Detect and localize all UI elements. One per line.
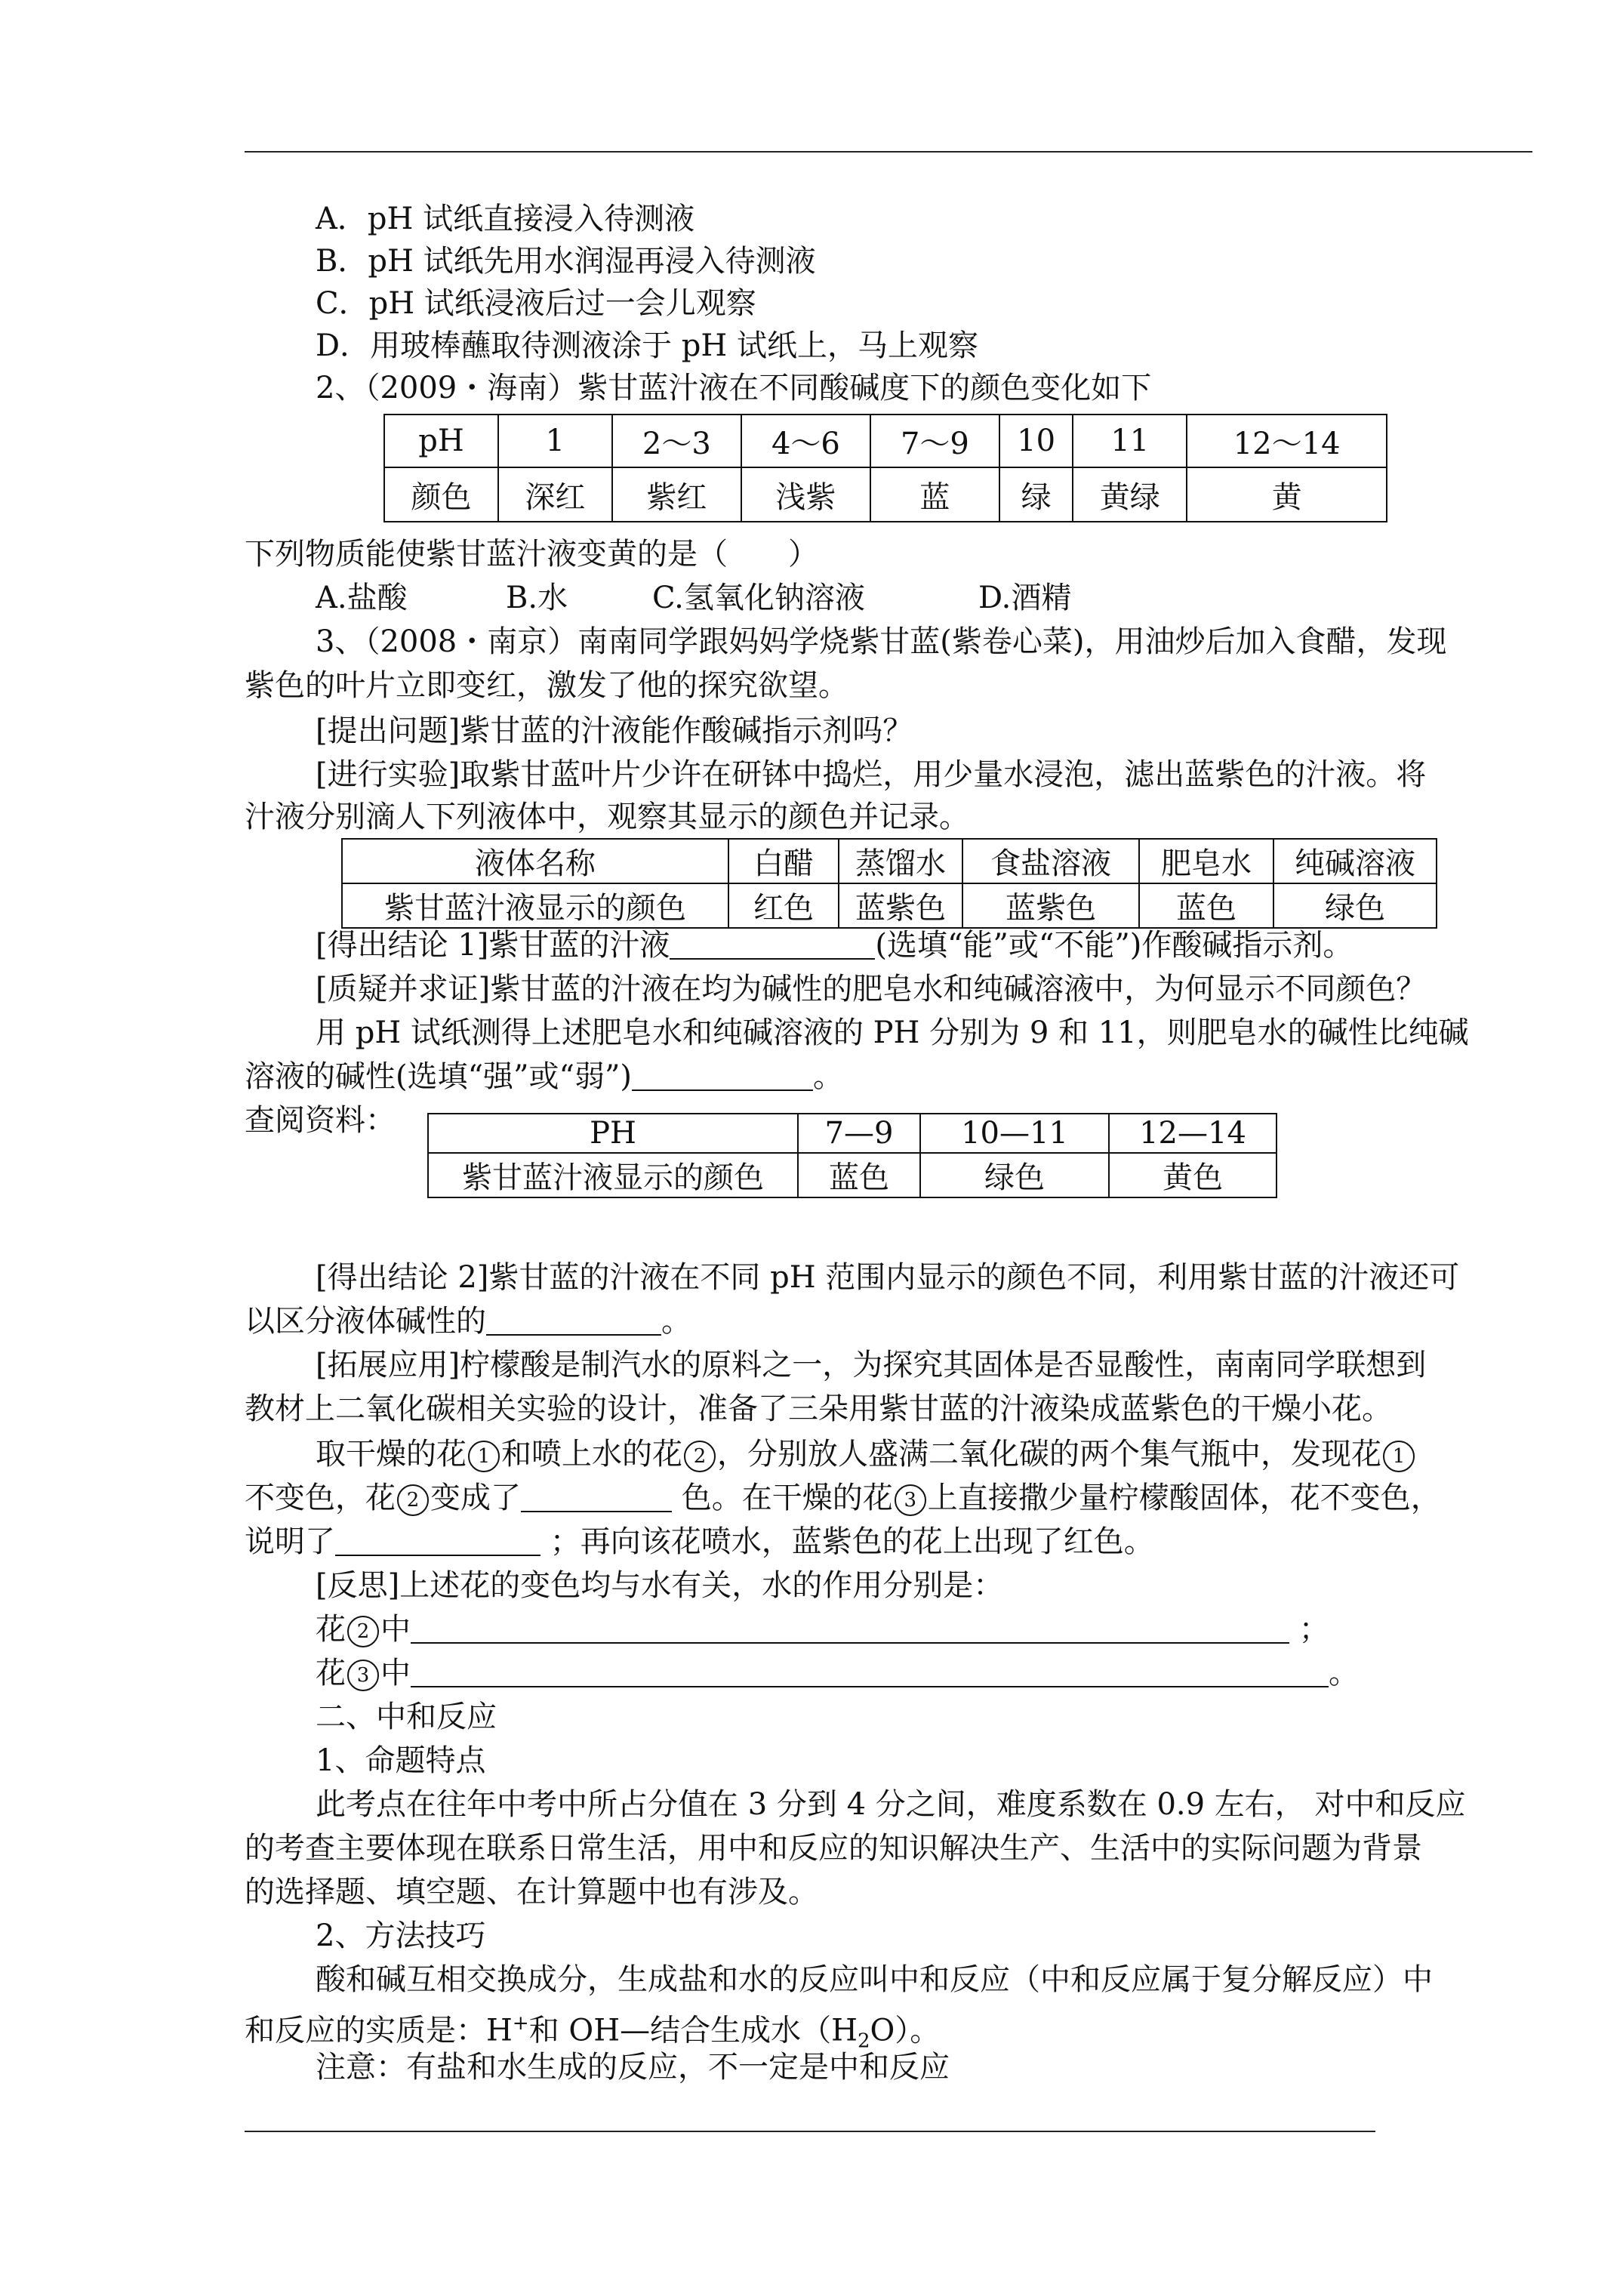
circled-number: 1 (1383, 1441, 1415, 1472)
table-cell: 蒸馏水 (839, 839, 962, 883)
conclusion-2-cont (245, 1300, 691, 1342)
table-cell: 颜色 (384, 467, 498, 522)
conclusion-2: [得出结论 2]紫甘蓝的汁液在不同 pH 范围内显示的颜色不同，利用紫甘蓝的汁液还可 (316, 1260, 1460, 1295)
text: ；再向该花喷水，蓝紫色的花上出现了红色。 (540, 1524, 1154, 1559)
conclusion-2-label: 以区分液体碱性的 (245, 1304, 486, 1339)
table-cell: 蓝 (870, 467, 999, 522)
ph-measure-label: 溶液的碱性(选填“强”或“弱”) (245, 1059, 633, 1094)
extend-application-cont: 教材上二氧化碳相关实验的设计，准备了三朵用紫甘蓝的汁液染成蓝紫色的干燥小花。 (245, 1391, 1392, 1426)
table-cell: 紫甘蓝汁液显示的颜色 (342, 883, 728, 928)
table-cell: 黄色 (1109, 1153, 1277, 1197)
table-cell: 紫甘蓝汁液显示的颜色 (428, 1153, 798, 1197)
circled-number: 2 (347, 1616, 379, 1647)
extend-application: [拓展应用]柠檬酸是制汽水的原料之一，为探究其固体是否显酸性，南南同学联想到 (316, 1348, 1427, 1382)
table-cell: 12～14 (1187, 415, 1387, 467)
text: 色。在干燥的花 (672, 1481, 893, 1515)
text: 中 (380, 1656, 411, 1690)
circled-number: 1 (468, 1441, 500, 1472)
table-cell: 紫红 (612, 467, 741, 522)
option: B.水 (506, 581, 568, 615)
text: 不变色，花 (245, 1481, 396, 1515)
subsection-title: 2、方法技巧 (316, 1918, 486, 1953)
punctuation: 。 (661, 1304, 691, 1339)
table-cell: 黄 (1187, 467, 1387, 522)
note: 注意：有盐和水生成的反应，不一定是中和反应 (316, 2050, 950, 2085)
answer-blank[interactable] (486, 1304, 661, 1336)
liquid-color-table (341, 838, 1437, 929)
answer-blank[interactable] (632, 1059, 813, 1091)
question-2-text: 下列物质能使紫甘蓝汁液变黄的是（ ） (245, 537, 818, 572)
subsection-title: 1、命题特点 (316, 1743, 486, 1778)
table-cell: 绿 (999, 467, 1073, 522)
answer-blank[interactable] (521, 1481, 672, 1512)
conclusion-1 (316, 924, 1353, 966)
ph-color-table (383, 414, 1387, 522)
table-cell: PH (428, 1114, 798, 1153)
ph-measure-text: 用 pH 试纸测得上述肥皂水和纯碱溶液的 PH 分别为 9 和 11，则肥皂水的碱性比纯碱 (316, 1015, 1469, 1050)
paragraph: 此考点在往年中考中所占分值在 3 分到 4 分之间，难度系数在 0.9 左右， 对中和反应 (316, 1787, 1466, 1822)
text: 花 (316, 1612, 346, 1647)
table-cell: 黄绿 (1073, 467, 1187, 522)
bottom-rule (245, 2131, 1375, 2132)
table-cell: 液体名称 (342, 839, 728, 883)
superscript: + (512, 2012, 529, 2035)
table-cell: 纯碱溶液 (1273, 839, 1437, 883)
text: 上直接撒少量柠檬酸固体，花不变色， (927, 1481, 1441, 1515)
answer-blank[interactable] (670, 928, 875, 960)
question-3-stem-cont: 紫色的叶片立即变红，激发了他的探究欲望。 (245, 668, 848, 703)
table-cell: 浅紫 (741, 467, 870, 522)
answer-blank[interactable] (335, 1524, 540, 1556)
table-cell: pH (384, 415, 498, 467)
text: 中 (380, 1612, 411, 1647)
section-title: 二、中和反应 (316, 1700, 497, 1734)
text: 变成了 (430, 1481, 521, 1515)
table-cell: 蓝紫色 (962, 883, 1139, 928)
table-cell: 10 (999, 415, 1073, 467)
table-cell: 蓝色 (798, 1153, 920, 1197)
question-3-stem: 3、（2008・南京）南南同学跟妈妈学烧紫甘蓝(紫卷心菜)，用油炒后加入食醋，发现 (316, 624, 1447, 659)
text: 说明了 (245, 1524, 335, 1559)
subscript: 2 (857, 2029, 870, 2053)
table-cell: 7—9 (798, 1114, 920, 1153)
paragraph: 的考查主要体现在联系日常生活，用中和反应的知识解决生产、生活中的实际问题为背景 (245, 1831, 1422, 1866)
table-cell: 红色 (728, 883, 839, 928)
experiment-text: [进行实验]取紫甘蓝叶片少许在研钵中捣烂，用少量水浸泡，滤出蓝紫色的汁液。将 (316, 757, 1427, 792)
answer-blank[interactable] (411, 1656, 1329, 1687)
circled-number: 2 (684, 1441, 716, 1472)
table-cell: 1 (498, 415, 612, 467)
raise-question: [提出问题]紫甘蓝的汁液能作酸碱指示剂吗？ (316, 713, 913, 748)
table-cell: 深红 (498, 467, 612, 522)
table-cell: 4～6 (741, 415, 870, 467)
punctuation: ； (1289, 1612, 1329, 1647)
circled-number: 2 (397, 1484, 429, 1516)
punctuation: 。 (1329, 1656, 1359, 1690)
answer-blank[interactable] (411, 1612, 1289, 1644)
text: —结合生成水（H (620, 2013, 858, 2048)
table-cell: 7～9 (870, 415, 999, 467)
table-cell: 2～3 (612, 415, 741, 467)
table-cell: 绿色 (920, 1153, 1109, 1197)
table-cell: 肥皂水 (1139, 839, 1273, 883)
ph-range-table (427, 1113, 1277, 1198)
table-cell: 食盐溶液 (962, 839, 1139, 883)
flower-text-2 (245, 1477, 1441, 1519)
punctuation: 。 (813, 1059, 844, 1094)
text: ，分别放人盛满二氧化碳的两个集气瓶中，发现花 (717, 1437, 1381, 1472)
option: A.盐酸 (316, 581, 408, 615)
table-cell: 绿色 (1273, 883, 1437, 928)
ph-measure-text-cont (245, 1056, 843, 1098)
option-d: D．用玻棒蘸取待测液涂于 pH 试纸上，马上观察 (316, 328, 978, 363)
table-cell: 10—11 (920, 1114, 1109, 1153)
flower-text-3 (245, 1521, 1154, 1563)
circled-number: 3 (347, 1660, 379, 1691)
table-cell: 白醋 (728, 839, 839, 883)
option: C.氢氧化钠溶液 (652, 581, 865, 615)
table-cell: 蓝色 (1139, 883, 1273, 928)
circled-number: 3 (895, 1484, 926, 1516)
paragraph: 酸和碱互相交换成分，生成盐和水的反应叫中和反应（中和反应属于复分解反应）中 (316, 1962, 1433, 1997)
text: 花 (316, 1656, 346, 1690)
text: 和喷上水的花 (501, 1437, 682, 1472)
option-c: C．pH 试纸浸液后过一会儿观察 (316, 286, 756, 321)
experiment-text-cont: 汁液分别滴人下列液体中，观察其显示的颜色并记录。 (245, 800, 969, 834)
paragraph: 的选择题、填空题、在计算题中也有涉及。 (245, 1875, 818, 1909)
question-2-stem: 2、（2009・海南）紫甘蓝汁液在不同酸碱度下的颜色变化如下 (316, 371, 1152, 405)
conclusion-1-label: [得出结论 1]紫甘蓝的汁液 (316, 928, 670, 963)
flower-3-answer (316, 1652, 1359, 1694)
conclusion-1-hint: (选填“能”或“不能”)作酸碱指示剂。 (875, 928, 1354, 963)
option: D.酒精 (978, 581, 1072, 615)
text: 和 OH (528, 2013, 621, 2048)
top-rule (245, 151, 1532, 153)
flower-2-answer (316, 1608, 1329, 1650)
text: 取干燥的花 (316, 1437, 467, 1472)
question-verify: [质疑并求证]紫甘蓝的汁液在均为碱性的肥皂水和纯碱溶液中，为何显示不同颜色？ (316, 972, 1427, 1006)
text: 和反应的实质是：H (245, 2013, 513, 2048)
option-b: B．pH 试纸先用水润湿再浸入待测液 (316, 244, 816, 279)
table-cell: 11 (1073, 415, 1187, 467)
text: O）。 (870, 2013, 941, 2048)
reflection: [反思]上述花的变色均与水有关，水的作用分别是： (316, 1568, 1004, 1603)
option-a: A．pH 试纸直接浸入待测液 (316, 202, 695, 236)
flower-text-1 (316, 1433, 1416, 1475)
table-cell: 蓝紫色 (839, 883, 962, 928)
lookup-label: 查阅资料： (245, 1103, 396, 1138)
table-cell: 12—14 (1109, 1114, 1277, 1153)
